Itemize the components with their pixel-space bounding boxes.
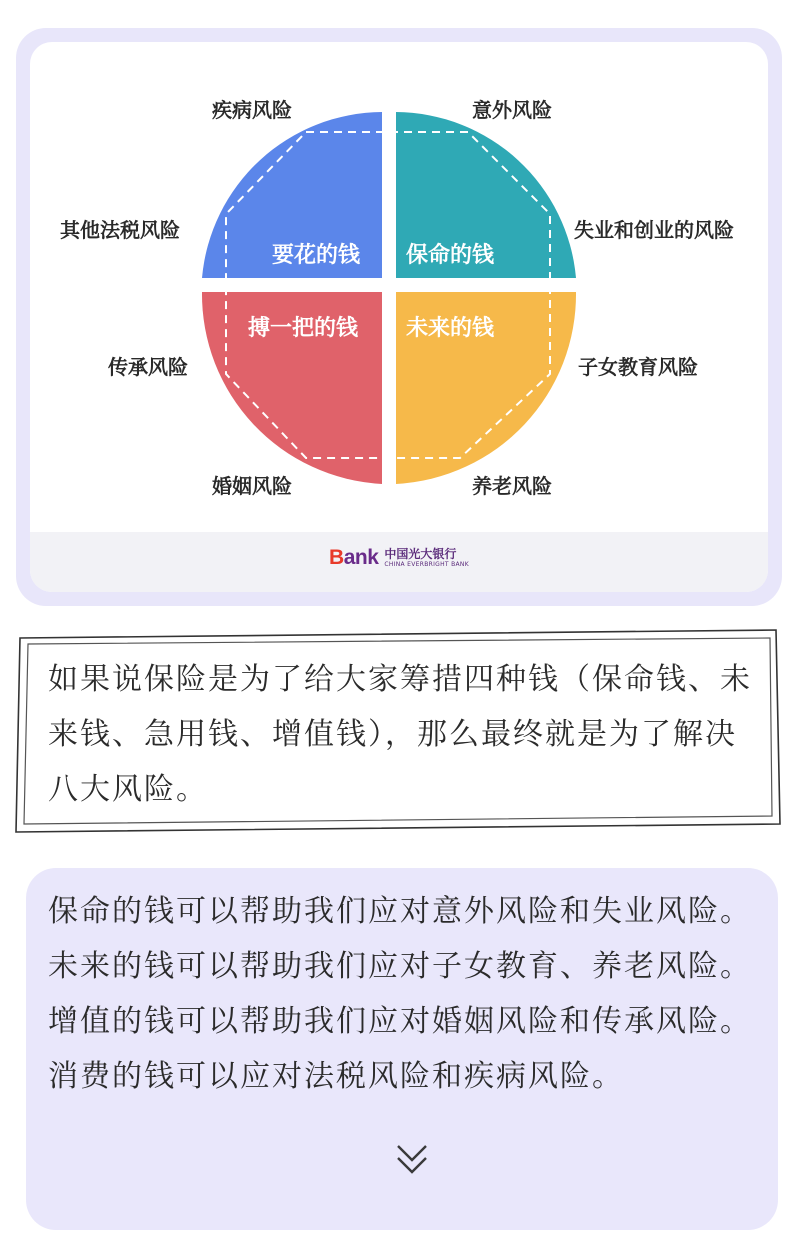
risk-label-unemployment: 失业和创业的风险 xyxy=(574,218,734,242)
risk-label-tax: 其他法税风险 xyxy=(60,218,180,242)
quadrant-label-top-right: 保命的钱 xyxy=(406,243,495,268)
bank-name-cn: 中国光大银行 xyxy=(384,547,457,561)
logo-footer xyxy=(30,532,768,592)
risk-label-pension: 养老风险 xyxy=(472,474,552,498)
quadrant-label-bottom-left: 搏一把的钱 xyxy=(248,316,359,341)
risk-diagram xyxy=(30,42,768,592)
quadrant-label-bottom-right: 未来的钱 xyxy=(406,316,495,341)
explanation-text: 保命的钱可以帮助我们应对意外风险和失业风险。未来的钱可以帮助我们应对子女教育、养老风险。增值的钱可以帮助我们应对婚姻风险和传承风险。消费的钱可以应对法税风险和疾病风险。 xyxy=(48,894,752,1094)
bank-logo-text xyxy=(384,548,469,568)
quote-text: 如果说保险是为了给大家筹措四种钱（保命钱、未来钱、急用钱、增值钱），那么最终就是为了解决八大风险。 xyxy=(48,662,752,807)
risk-label-education: 子女教育风险 xyxy=(578,355,698,379)
diagram-card-inner xyxy=(30,42,768,592)
double-chevron-down-icon[interactable] xyxy=(392,1140,432,1180)
risk-label-disease: 疾病风险 xyxy=(212,98,292,122)
risk-label-accident: 意外风险 xyxy=(472,98,552,122)
diagram-card xyxy=(16,28,782,606)
bank-logo-mark xyxy=(329,546,378,570)
logo-mark-b: B xyxy=(329,546,344,569)
risk-label-marriage: 婚姻风险 xyxy=(212,474,292,498)
bank-logo xyxy=(30,546,768,570)
risk-label-inheritance: 传承风险 xyxy=(108,355,188,379)
logo-mark-ank: ank xyxy=(343,546,379,569)
quadrant-label-top-left: 要花的钱 xyxy=(272,243,361,268)
bank-name-en: CHINA EVERBRIGHT BANK xyxy=(384,561,469,568)
